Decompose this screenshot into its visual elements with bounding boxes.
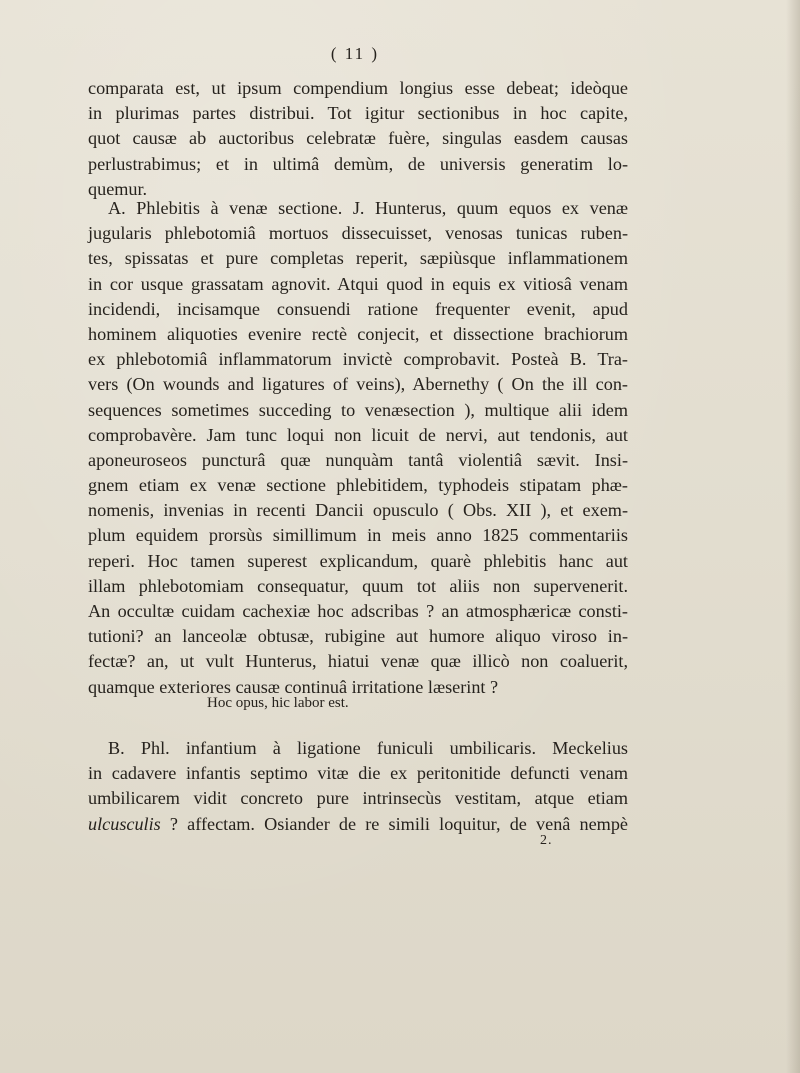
page-edge-shadow (786, 0, 800, 1073)
text-line: vers (On wounds and ligatures of veins), Abernethy ( On the ill con- (88, 374, 628, 395)
text-line: gnem etiam ex venæ sectione phlebitidem, typhodeis stipatam phæ- (88, 475, 628, 496)
text-line: hominem aliquoties evenire rectè conjecit, et dissectione brachiorum (88, 323, 628, 344)
italic-word: ulcusculis (88, 813, 161, 834)
paragraph-2 (88, 196, 628, 700)
text-line: comparata est, ut ipsum compendium longius esse debeat; ideòque (88, 78, 628, 98)
text-line: in cor usque grassatam agnovit. Atqui quod in equis ex vitiosâ venam (88, 273, 628, 294)
paragraph-3 (88, 736, 628, 837)
text-line: ex phlebotomiâ inflammatorum invictè comprobavit. Posteà B. Tra- (88, 349, 628, 370)
text-line: quemur. (88, 178, 148, 199)
text-line: tutioni? an lanceolæ obtusæ, rubigine aut humore aliquo viroso in- (88, 626, 628, 647)
text-line: quot causæ ab auctoribus celebratæ fuère, singulas easdem causas (88, 128, 628, 149)
text-line: illam phlebotomiam consequatur, quum tot aliis non supervenerit. (88, 575, 628, 596)
text-line: sequences sometimes succeding to venæsection ), multique alii idem (88, 399, 628, 420)
text-line: plum equidem prorsùs simillimum in meis anno 1825 commentariis (88, 525, 628, 546)
text-line: B. Phl. infantium à ligatione funiculi umbilicaris. Meckelius (108, 738, 628, 758)
line-remainder: ? affectam. Osiander de re simili loquitur, de venâ nempè (160, 813, 628, 834)
text-line: fectæ? an, ut vult Hunterus, hiatui venæ quæ illicò non coaluerit, (88, 651, 628, 672)
text-line: A. Phlebitis à venæ sectione. J. Hunterus, quum equos ex venæ (108, 198, 628, 218)
page-number: ( 11 ) (330, 44, 380, 63)
signature-mark: 2. (540, 833, 553, 848)
text-line: incidendi, incisamque consuendi ratione frequenter evenit, apud (88, 298, 628, 319)
text-line: An occultæ cuidam cachexiæ hoc adscribas ? an atmosphæricæ consti- (88, 601, 628, 621)
motto-quotation: Hoc opus, hic labor est. (207, 695, 349, 711)
text-line: comprobavère. Jam tunc loqui non licuit de nervi, aut tendonis, aut (88, 424, 628, 445)
text-line: umbilicarem vidit concreto pure intrinsecùs vestitam, atque etiam (88, 788, 628, 809)
text-line: perlustrabimus; et in ultimâ demùm, de universis generatim lo- (88, 153, 628, 174)
text-line: in plurimas partes distribui. Tot igitur sectionibus in hoc capite, (88, 103, 628, 124)
text-line: aponeuroseos puncturâ quæ nunquàm tantâ violentiâ sævit. Insi- (88, 449, 628, 470)
text-line: in cadavere infantis septimo vitæ die ex peritonitide defuncti venam (88, 763, 628, 784)
text-line: tes, spissatas et pure completas reperit, sæpiùsque inflammationem (88, 248, 628, 269)
paragraph-1 (88, 76, 628, 202)
text-line: jugularis phlebotomiâ mortuos dissecuisset, venosas tunicas ruben- (88, 223, 628, 244)
text-line: reperi. Hoc tamen superest explicandum, quarè phlebitis hanc aut (88, 550, 628, 571)
text-line: quamque exteriores causæ continuâ irritatione læserint ? (88, 676, 499, 697)
text-line: nomenis, invenias in recenti Dancii opusculo ( Obs. XII ), et exem- (88, 500, 628, 521)
